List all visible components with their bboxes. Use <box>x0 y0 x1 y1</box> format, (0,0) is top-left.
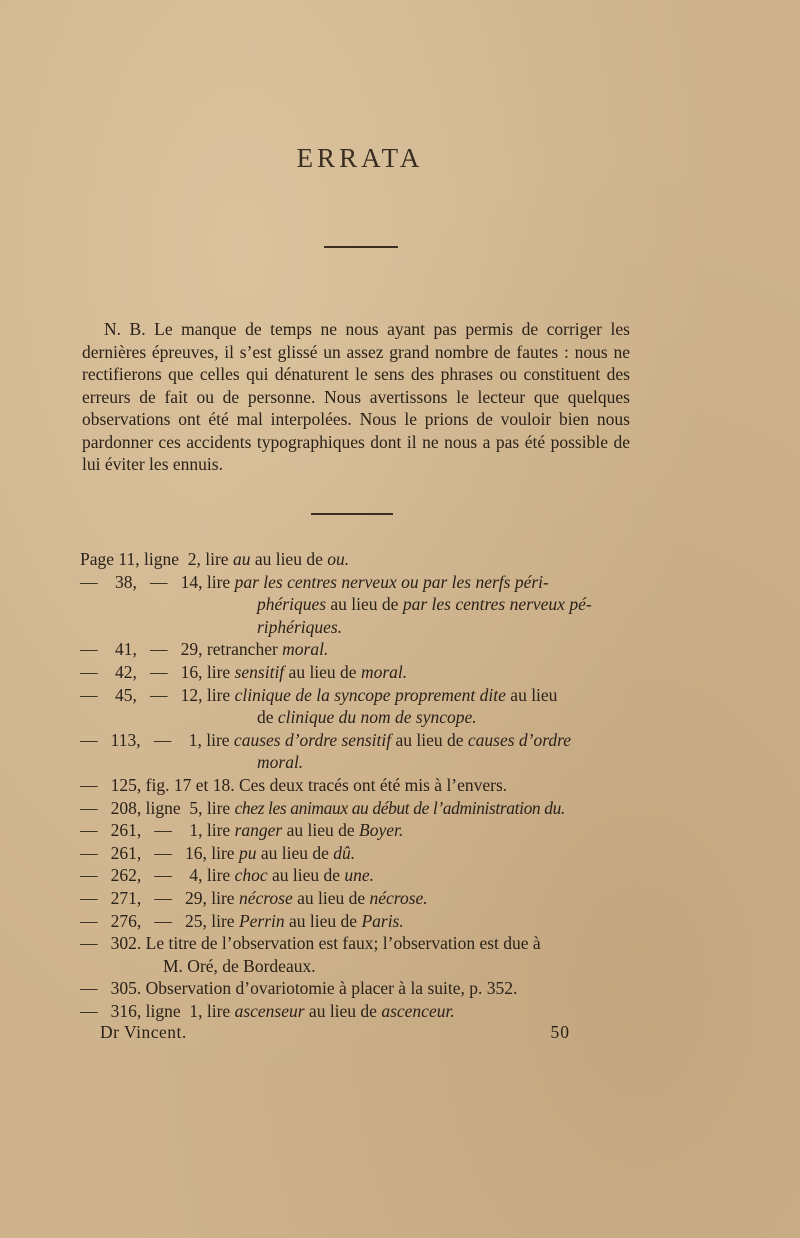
entry-connector: au lieu de <box>267 865 345 886</box>
entry-ref: — 262, — 4, lire <box>80 865 235 886</box>
entry-ref: — 316, ligne 1, lire <box>80 1000 235 1021</box>
entry-correction: chez les animaux au début de l’administration du. <box>234 797 565 818</box>
entry-connector: au lieu de <box>250 549 328 569</box>
entry-correction: moral. <box>282 639 329 660</box>
entry-text: — 125, fig. 17 et 18. Ces deux tracés ont été mis à l’envers. <box>80 774 508 795</box>
entry-correction: clinique de la syncope proprement dite <box>234 684 506 705</box>
entry-connector: au lieu de <box>284 661 361 682</box>
errata-entry <box>80 887 650 910</box>
author-signature: Dr Vincent. <box>100 1022 187 1042</box>
entry-text-cont: M. Oré, de Bordeaux. <box>163 955 316 976</box>
entry-correction: sensitif <box>234 661 285 682</box>
entry-text: — 305. Observation d’ovariotomie à placer à la suite, p. 352. <box>80 978 518 999</box>
errata-entry <box>80 661 650 684</box>
title-divider <box>324 246 398 248</box>
errata-entry <box>80 910 650 933</box>
errata-entry <box>80 977 650 1000</box>
errata-entry <box>80 842 650 865</box>
errata-list <box>80 548 650 1022</box>
entry-ref: — 276, — 25, lire <box>80 910 239 931</box>
page-title: ERRATA <box>296 143 424 173</box>
entry-original: ascenceur. <box>381 1000 455 1021</box>
errata-entry <box>80 1000 650 1023</box>
entry-original-cont: moral. <box>257 752 304 773</box>
entry-original: ou. <box>327 549 350 569</box>
entry-connector: au lieu de <box>282 820 359 841</box>
entry-correction: ranger <box>234 820 283 841</box>
errata-entry <box>80 932 650 977</box>
entry-ref: — 113, — 1, lire <box>80 729 234 750</box>
nb-paragraph <box>82 318 630 476</box>
entry-original: dû. <box>333 842 356 863</box>
page-footer <box>100 1022 570 1043</box>
entry-correction: au <box>232 549 251 569</box>
entry-ref: — 42, — 16, lire <box>80 661 235 682</box>
errata-entry <box>80 571 650 639</box>
entry-correction: pu <box>238 842 257 863</box>
entry-ref: — 38, — 14, lire <box>80 571 235 592</box>
entry-connector: au lieu de <box>292 887 370 908</box>
entry-correction-cont: phériques <box>257 594 327 615</box>
entry-correction: nécrose <box>238 887 293 908</box>
entry-ref: — 208, ligne 5, lire <box>80 797 235 818</box>
entry-ref: — 41, — 29, retrancher <box>80 639 283 660</box>
entry-correction: par les centres nerveux ou par les nerfs péri- <box>234 571 549 592</box>
nb-text: N. B. Le manque de temps ne nous ayant pas permis de corriger les dernières épreuves, il s’est glissé un assez grand nombre de fautes : nous ne rectifierons que celles qui dénaturent le sens des phrases ou constituent des erreurs de fait ou de personne. Nous avertissons le lecteur que quelques observations ont été mal interpolées. Nous le prions de vouloir bien nous pardonner ces accidents typographiques dont il ne nous a pas été possible de lui éviter les ennuis. <box>82 319 630 474</box>
entry-ref: — 45, — 12, lire <box>80 684 235 705</box>
errata-entry <box>80 797 650 820</box>
entry-original: Boyer. <box>359 820 404 841</box>
entry-connector: au lieu de <box>284 910 362 931</box>
entry-connector: au lieu de <box>304 1000 382 1021</box>
errata-entry <box>80 864 650 887</box>
entry-original: causes d’ordre <box>467 729 572 750</box>
errata-entry <box>80 684 650 729</box>
section-divider <box>311 513 393 515</box>
entry-correction: choc <box>234 865 268 886</box>
entry-connector: au lieu de <box>256 842 334 863</box>
entry-correction: causes d’ordre sensitif <box>233 729 392 750</box>
entry-correction: ascenseur <box>234 1000 305 1021</box>
errata-entry <box>80 819 650 842</box>
errata-entry <box>80 729 650 774</box>
entry-ref: — 271, — 29, lire <box>80 887 239 908</box>
entry-ref: Page 11, ligne 2, lire <box>80 549 233 569</box>
errata-entry <box>80 774 650 797</box>
entry-correction: Perrin <box>238 910 285 931</box>
entry-connector-cont: de <box>257 707 278 728</box>
entry-ref: — 261, — 16, lire <box>80 842 239 863</box>
entry-ref: — 261, — 1, lire <box>80 820 235 841</box>
entry-original: nécrose. <box>369 887 428 908</box>
sheet-number: 50 <box>550 1022 570 1042</box>
entry-original-cont: riphériques. <box>257 616 343 637</box>
entry-connector: au lieu <box>505 684 558 705</box>
entry-original: par les centres nerveux pé- <box>402 594 592 615</box>
errata-entry <box>80 548 650 571</box>
entry-original: moral. <box>360 661 408 682</box>
entry-original: Paris. <box>361 910 404 931</box>
entry-original: clinique du nom de syncope. <box>277 707 477 728</box>
entry-connector: au lieu de <box>391 729 468 750</box>
entry-original: une. <box>344 865 375 886</box>
entry-connector: au lieu de <box>326 594 403 615</box>
entry-text: — 302. Le titre de l’observation est faux; l’observation est due à <box>80 933 541 954</box>
errata-entry <box>80 638 650 661</box>
